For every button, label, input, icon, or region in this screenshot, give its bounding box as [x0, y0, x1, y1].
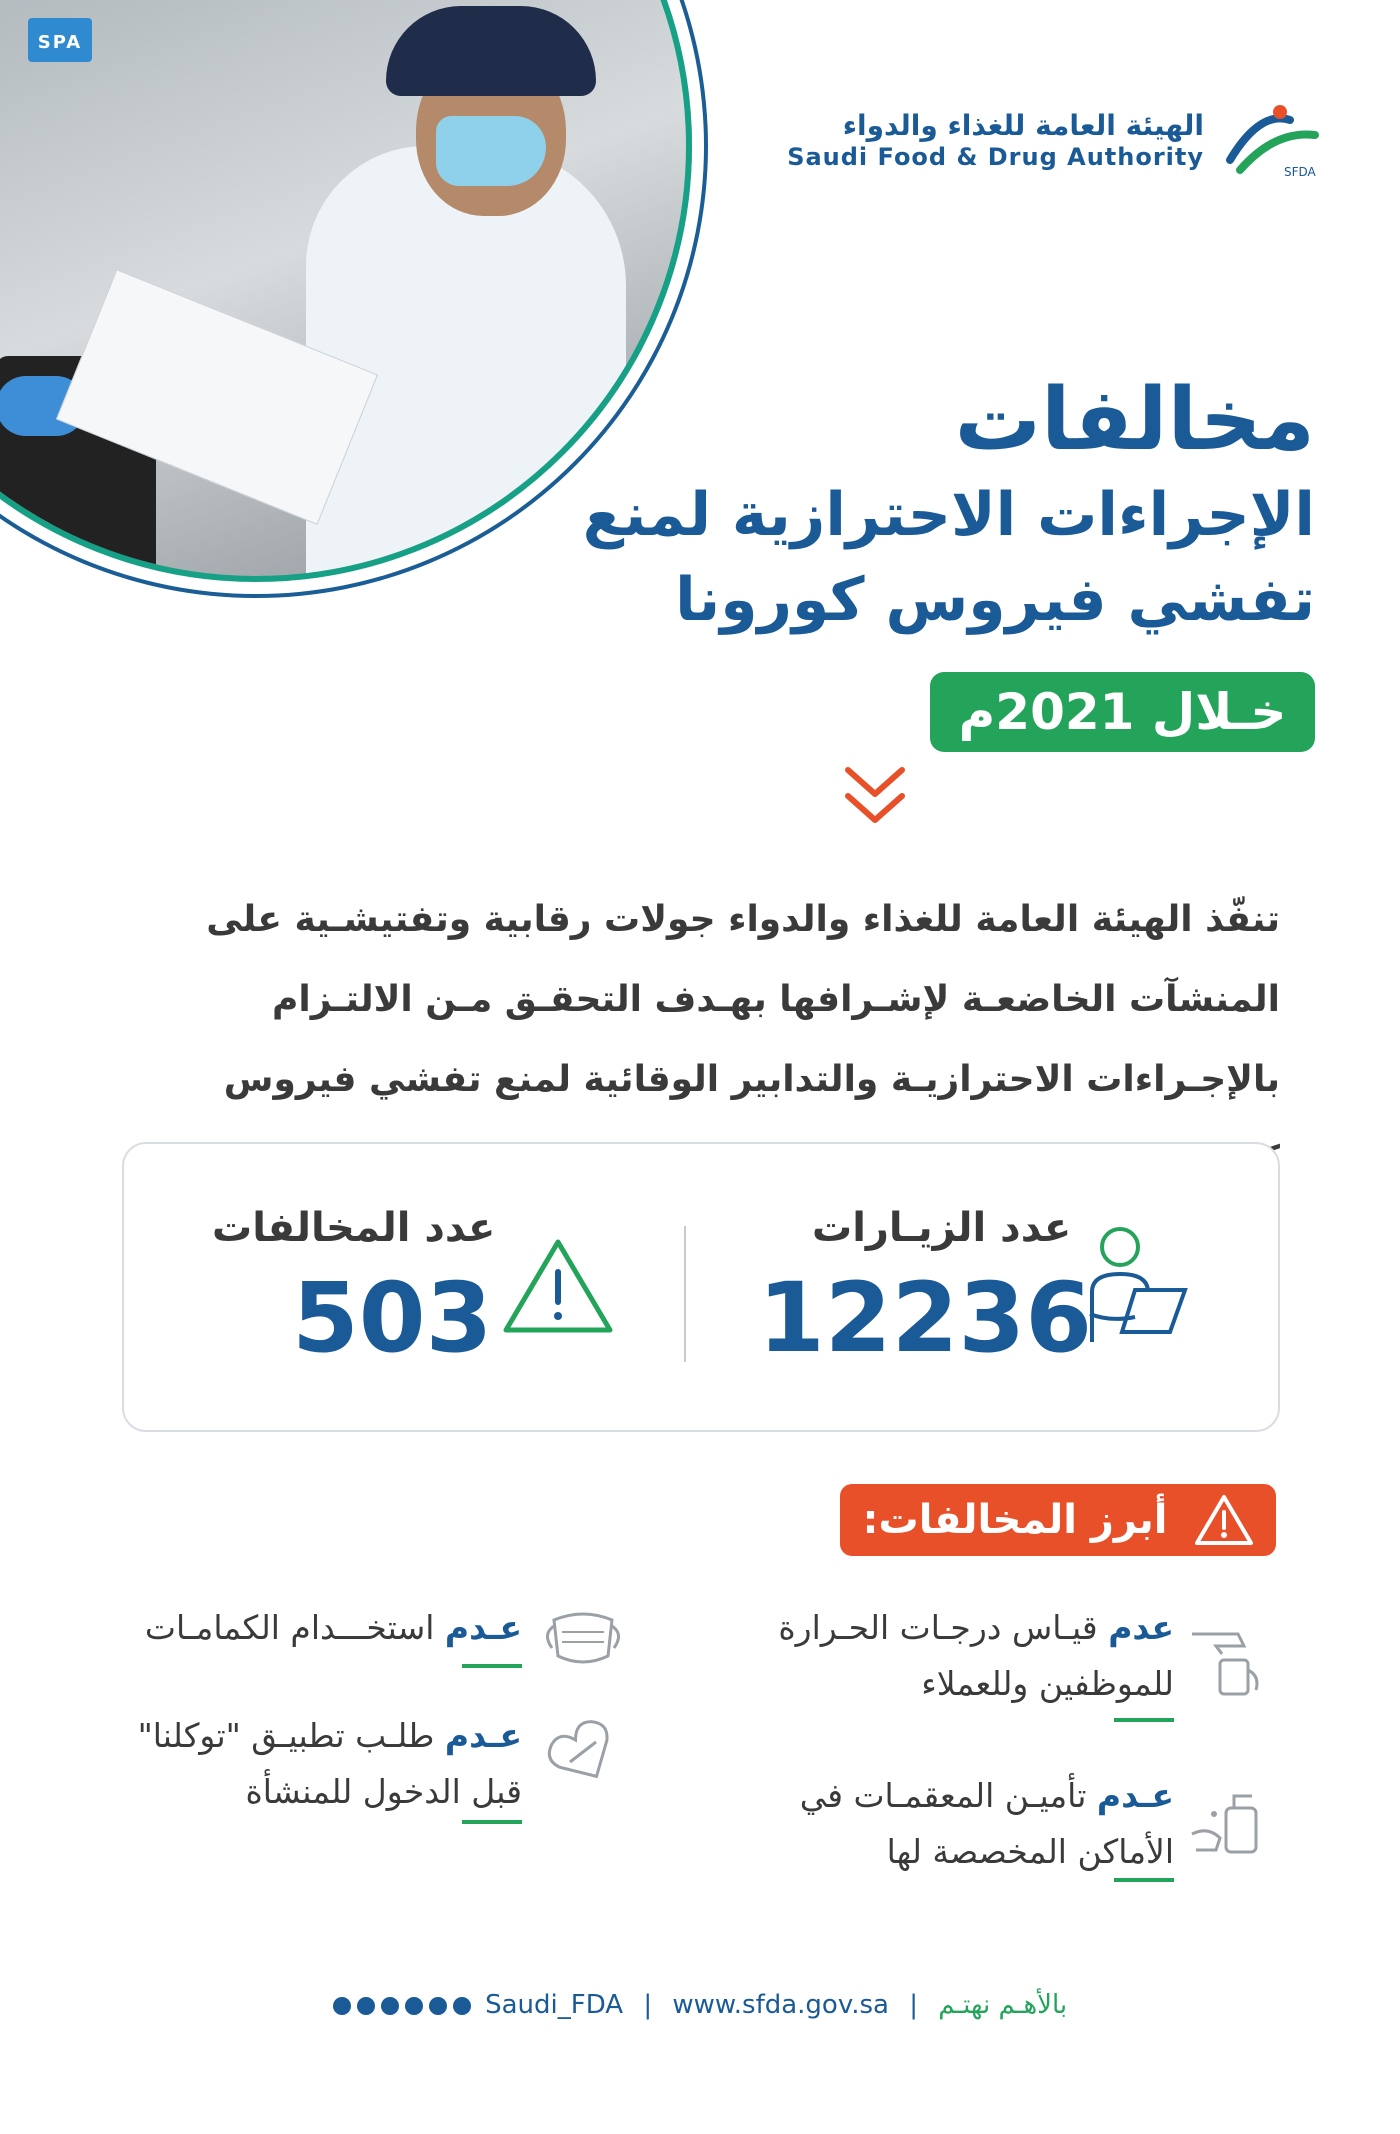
footer-handle[interactable]: Saudi_FDA	[485, 1990, 624, 2020]
violations-label: عدد المخالفات	[212, 1205, 496, 1251]
warning-triangle-icon	[500, 1236, 616, 1336]
twitter-icon[interactable]	[333, 1997, 351, 2015]
stats-divider	[684, 1226, 686, 1362]
intro-paragraph: تنفّذ الهيئة العامة للغذاء والدواء جولات رقابية وتفتيشـية على المنشآت الخاضعـة لإشـرافها بهـدف التحقـق مـن الالتـزام بالإجـراءات الاحترازيـة والتدابير الوقائية لمنع تفشي فيروس	[206, 899, 1280, 1100]
visits-label: عدد الزيـارات	[812, 1205, 1072, 1251]
thermometer-gun-icon	[1186, 1620, 1266, 1700]
face-mask-icon	[538, 1604, 628, 1674]
sfda-logo	[787, 100, 1320, 180]
top-violations-label: أبرز المخالفات:	[862, 1497, 1168, 1543]
title-line2: الإجراءات الاحترازية لمنع	[582, 480, 1315, 550]
violation-underline	[1114, 1878, 1174, 1882]
tiktok-icon[interactable]	[429, 1997, 447, 2015]
footer: Saudi_FDA | www.sfda.gov.sa | بالأهـم نهتـم	[0, 1990, 1400, 2020]
violations-value: 503	[292, 1262, 493, 1374]
double-chevron-down-icon	[840, 762, 910, 832]
warning-icon	[1194, 1494, 1254, 1546]
youtube-icon[interactable]	[357, 1997, 375, 2015]
footer-website[interactable]: www.sfda.gov.sa	[672, 1990, 889, 2020]
title-line1: مخالفات	[954, 370, 1315, 470]
violation-underline	[462, 1664, 522, 1668]
violation-underline	[462, 1820, 522, 1824]
top-violations-heading	[840, 1484, 1276, 1556]
heart-check-icon	[546, 1716, 620, 1790]
social-icons	[333, 1997, 471, 2015]
violation-item-sanitizers: عـدم تأميـن المعقمـات في الأماكن المخصصة لها	[799, 1776, 1174, 1871]
violation-item-tawakkalna: عـدم طلـب تطبيـق "توكلنا" قبل الدخول للمنشأة	[137, 1716, 522, 1811]
org-name-ar: الهيئة العامة للغذاء والدواء	[842, 109, 1204, 143]
svg-text:SFDA: SFDA	[1284, 165, 1316, 179]
spa-mark-icon	[28, 18, 92, 62]
spa-logo	[28, 18, 92, 68]
sfda-emblem-icon	[1220, 100, 1320, 180]
org-name-en: Saudi Food & Drug Authority	[787, 142, 1204, 171]
violation-item-masks: عـدم استخـــدام الكمامـات	[144, 1608, 522, 1647]
facebook-icon[interactable]	[453, 1997, 471, 2015]
svg-text:SPA: SPA	[37, 32, 83, 53]
violation-item-temperature: عدم قيـاس درجـات الحـرارة للموظفين وللعملاء	[778, 1608, 1174, 1703]
footer-slogan: بالأهـم نهتـم	[938, 1990, 1068, 2020]
year-badge: خـلال 2021م	[930, 672, 1315, 752]
instagram-icon[interactable]	[405, 1997, 423, 2015]
photo-mask	[436, 116, 546, 186]
visits-value: 12236	[758, 1262, 1092, 1374]
photo-cap	[386, 6, 596, 96]
snapchat-icon[interactable]	[381, 1997, 399, 2015]
title-line3: تفشي فيروس كورونا	[675, 565, 1315, 635]
sanitizer-icon	[1186, 1780, 1266, 1860]
inspector-clipboard-icon	[1080, 1222, 1190, 1352]
violation-underline	[1114, 1718, 1174, 1722]
